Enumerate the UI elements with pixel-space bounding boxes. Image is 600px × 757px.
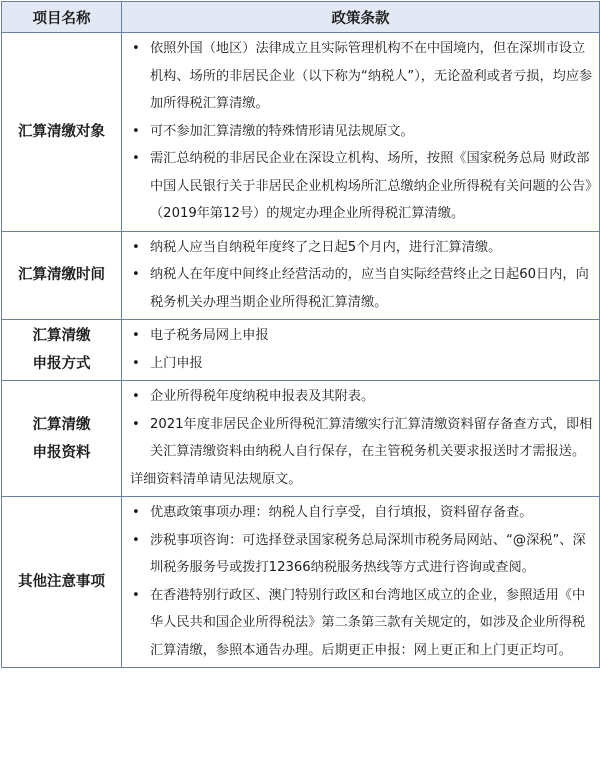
row-label-other-notes: 其他注意事项 <box>2 497 122 668</box>
list-item: • 纳税人应当自纳税年度终了之日起5个月内，进行汇算清缴。 <box>130 234 593 262</box>
row-content-filing-method <box>122 320 600 381</box>
row-label-filing-method: 汇算清缴 申报方式 <box>2 320 122 381</box>
list-item: • 需汇总纳税的非居民企业在深设立机构、场所，按照《国家税务总局 财政部 中国人民银行关于非居民企业机构场所汇总缴纳企业所得税有关问题的公告》（2019年第12号）的规定办理企业所得税汇算清缴。 <box>130 145 593 228</box>
bullet-list <box>130 35 593 228</box>
list-item: • 涉税事项咨询：可选择登录国家税务总局深圳市税务局网站、“@深税”、深圳税务服务号或拨打12366纳税服务热线等方式进行咨询或查阅。 <box>130 527 593 582</box>
row-content-other-notes <box>122 497 600 668</box>
bullet-icon: • <box>132 328 140 343</box>
bullet-icon: • <box>132 389 140 404</box>
materials-note: 详细资料清单请见法规原文。 <box>130 471 302 487</box>
list-item: • 企业所得税年度纳税申报表及其附表。 <box>130 383 593 411</box>
row-content-settlement-target <box>122 33 600 232</box>
table-header-row <box>2 2 600 33</box>
list-item: • 优惠政策事项办理：纳税人自行享受，自行填报，资料留存备查。 <box>130 499 593 527</box>
list-item: • 依照外国（地区）法律成立且实际管理机构不在中国境内，但在深圳市设立机构、场所的非居民企业（以下称为“纳税人”），无论盈利或者亏损，均应参加所得税汇算清缴。 <box>130 35 593 118</box>
bullet-list <box>130 383 593 466</box>
row-label-filing-materials: 汇算清缴 申报资料 <box>2 381 122 497</box>
list-item: • 纳税人在年度中间终止经营活动的，应当自实际经营终止之日起60日内，向税务机关办理当期企业所得税汇算清缴。 <box>130 261 593 316</box>
row-label-settlement-time: 汇算清缴时间 <box>2 231 122 320</box>
bullet-icon: • <box>132 123 140 139</box>
table-row <box>2 320 600 381</box>
table-row <box>2 33 600 232</box>
table-row <box>2 381 600 497</box>
policy-table <box>1 1 600 668</box>
header-policy-terms: 政策条款 <box>122 2 600 33</box>
bullet-icon: • <box>132 416 140 432</box>
bullet-icon: • <box>132 587 140 603</box>
header-item-name: 项目名称 <box>2 2 122 33</box>
bullet-icon: • <box>132 355 140 371</box>
bullet-list <box>130 322 593 377</box>
row-content-filing-materials <box>122 381 600 497</box>
bullet-list <box>130 499 593 664</box>
table-row <box>2 497 600 668</box>
list-item: • 电子税务局网上申报 <box>130 322 593 350</box>
bullet-icon: • <box>132 41 140 56</box>
table-row <box>2 231 600 320</box>
bullet-list <box>130 234 593 317</box>
bullet-icon: • <box>132 239 140 255</box>
list-item: • 在香港特别行政区、澳门特别行政区和台湾地区成立的企业，参照适用《中华人民共和国企业所得税法》第二条第三款有关规定的，如涉及企业所得税汇算清缴，参照本通告办理。后期更正申报：网上更正和上门更正均可。 <box>130 582 593 665</box>
list-item: • 可不参加汇算清缴的特殊情形请见法规原文。 <box>130 118 593 146</box>
bullet-icon: • <box>132 532 140 548</box>
bullet-icon: • <box>132 267 140 282</box>
list-item: • 上门申报 <box>130 350 593 378</box>
row-label-settlement-target: 汇算清缴对象 <box>2 33 122 232</box>
list-item: • 2021年度非居民企业所得税汇算清缴实行汇算清缴资料留存备查方式，即相关汇算清缴资料由纳税人自行保存，在主管税务机关要求报送时才需报送。 <box>130 411 593 466</box>
row-content-settlement-time <box>122 231 600 320</box>
bullet-icon: • <box>132 505 140 520</box>
bullet-icon: • <box>132 151 140 166</box>
